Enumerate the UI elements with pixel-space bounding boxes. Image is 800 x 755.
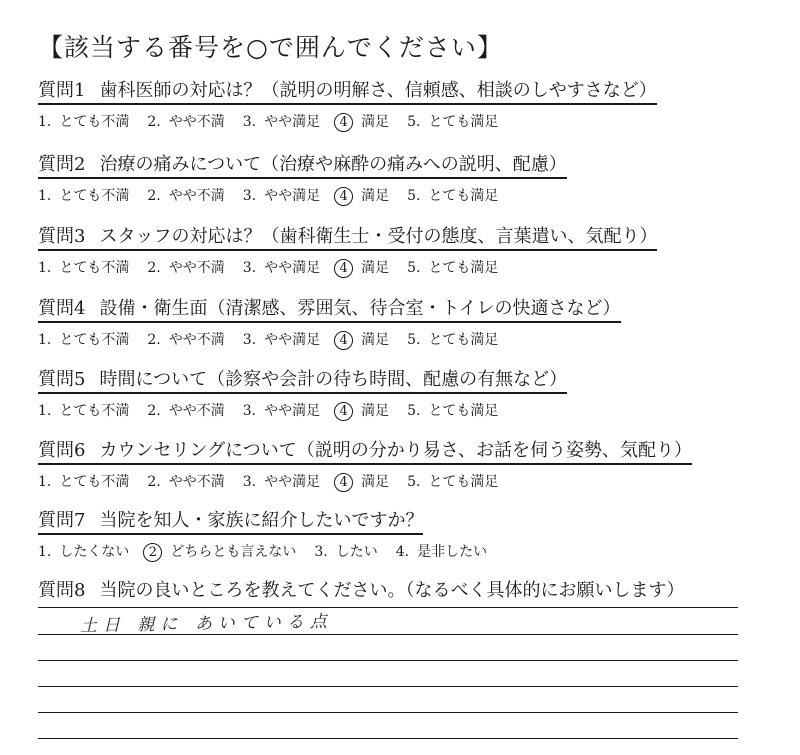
option[interactable] xyxy=(147,111,224,132)
option-number: 5. xyxy=(407,114,421,130)
option-number: 3. xyxy=(242,188,257,204)
option-number: 2. xyxy=(147,474,161,490)
option-number: 3. xyxy=(242,114,257,130)
option-label: やや不満 xyxy=(168,474,225,490)
question-8 xyxy=(38,576,684,602)
answer-options xyxy=(38,111,657,132)
option-number: 3. xyxy=(242,260,257,276)
question-number: 質問1 xyxy=(38,80,86,101)
question-text: 時間について（診察や会計の待ち時間、配慮の有無など） xyxy=(99,369,568,390)
option-label: とても不満 xyxy=(59,188,130,204)
option-number: 3. xyxy=(314,544,328,560)
option-number: 3. xyxy=(242,332,257,348)
option-label: 満足 xyxy=(361,188,390,204)
question-text: 治療の痛みについて（治療や麻酔の痛みへの説明、配慮） xyxy=(99,154,567,175)
question-title xyxy=(38,506,423,535)
option-label: やや満足 xyxy=(264,188,321,204)
option[interactable] xyxy=(147,400,224,421)
option[interactable] xyxy=(147,471,224,492)
option[interactable] xyxy=(243,329,320,350)
handwritten-answer: 土日 親に あいている点 xyxy=(79,611,334,637)
option-label: したくない xyxy=(59,544,130,560)
question-number: 質問4 xyxy=(38,298,86,319)
option-selected[interactable] xyxy=(147,541,296,562)
option-number: 3. xyxy=(242,474,257,490)
answer-line xyxy=(38,738,738,739)
option-label: とても不満 xyxy=(59,474,130,490)
option-label: とても不満 xyxy=(59,332,130,348)
answer-options xyxy=(38,400,567,421)
question-text: カウンセリングについて（説明の分かり易さ、お話を伺う姿勢、気配り） xyxy=(99,440,693,461)
question-title xyxy=(38,76,657,105)
option-number: 5. xyxy=(407,332,421,348)
option-number: 2. xyxy=(147,403,161,419)
option-selected[interactable] xyxy=(338,111,389,132)
option[interactable] xyxy=(314,541,377,562)
option-number: 2. xyxy=(147,114,161,130)
option[interactable] xyxy=(38,541,129,562)
option-number: 1. xyxy=(38,403,52,419)
answer-options xyxy=(38,471,692,492)
option-label: やや満足 xyxy=(264,403,321,419)
circled-number: 4 xyxy=(334,187,353,206)
circled-number: 4 xyxy=(334,113,353,132)
question-title xyxy=(38,365,567,394)
option-number: 1. xyxy=(38,114,52,130)
question-5 xyxy=(38,365,567,421)
option[interactable] xyxy=(38,185,129,206)
option-number: 2. xyxy=(147,188,161,204)
question-number: 質問3 xyxy=(38,226,86,247)
instruction-header: 【該当する番号を○で囲んでください】 xyxy=(38,33,503,62)
question-title xyxy=(38,222,657,251)
question-number: 質問6 xyxy=(38,440,86,461)
option-selected[interactable] xyxy=(338,471,389,492)
option-label: とても不満 xyxy=(59,114,130,130)
option-number: 1. xyxy=(38,188,52,204)
question-2 xyxy=(38,150,567,206)
option-number: 5. xyxy=(407,260,421,276)
answer-options xyxy=(38,257,657,278)
option[interactable] xyxy=(407,400,498,421)
circled-number: 4 xyxy=(334,259,353,278)
answer-options xyxy=(38,541,505,562)
option-number: 2. xyxy=(147,260,161,276)
question-text: スタッフの対応は？（歯科衛生士・受付の態度、言葉遣い、気配り） xyxy=(99,226,658,247)
option-label: やや不満 xyxy=(168,332,225,348)
option-number: 1. xyxy=(38,260,52,276)
option-label: 是非したい xyxy=(417,544,488,560)
option-number: 1. xyxy=(38,332,52,348)
option-number: 5. xyxy=(407,188,421,204)
option-selected[interactable] xyxy=(338,257,389,278)
option-label: どちらとも言えない xyxy=(170,544,297,560)
option[interactable] xyxy=(243,257,320,278)
option-label: やや満足 xyxy=(264,332,321,348)
option-label: したい xyxy=(335,544,378,560)
option-label: とても満足 xyxy=(428,114,499,130)
option-label: 満足 xyxy=(361,474,390,490)
option[interactable] xyxy=(396,541,487,562)
option[interactable] xyxy=(407,185,498,206)
option-label: とても満足 xyxy=(428,260,499,276)
option-label: やや不満 xyxy=(168,260,225,276)
option-number: 3. xyxy=(242,403,257,419)
question-3 xyxy=(38,222,657,278)
question-number: 質問2 xyxy=(38,154,86,175)
option-label: やや不満 xyxy=(168,403,225,419)
option-label: 満足 xyxy=(361,260,390,276)
question-number: 質問8 xyxy=(38,580,86,601)
option-label: 満足 xyxy=(361,114,390,130)
option-label: とても不満 xyxy=(59,403,130,419)
circled-number: 4 xyxy=(334,402,353,421)
option[interactable] xyxy=(38,400,129,421)
option-number: 5. xyxy=(407,474,421,490)
circled-number: 4 xyxy=(334,331,353,350)
option-label: とても満足 xyxy=(428,188,499,204)
option[interactable] xyxy=(38,329,129,350)
question-1 xyxy=(38,76,657,132)
option[interactable] xyxy=(147,257,224,278)
option-label: やや満足 xyxy=(264,474,321,490)
option[interactable] xyxy=(243,471,320,492)
circled-number: 4 xyxy=(334,473,353,492)
question-text: 設備・衛生面（清潔感、雰囲気、待合室・トイレの快適さなど） xyxy=(99,298,621,319)
option-number: 1. xyxy=(38,474,52,490)
option[interactable] xyxy=(147,329,224,350)
question-text: 当院を知人・家族に紹介したいですか？ xyxy=(99,510,424,531)
option-label: やや不満 xyxy=(168,114,225,130)
option-selected[interactable] xyxy=(338,329,389,350)
answer-options xyxy=(38,329,621,350)
option-label: やや満足 xyxy=(264,114,321,130)
option[interactable] xyxy=(38,111,129,132)
option-label: やや不満 xyxy=(168,188,225,204)
option-number: 2. xyxy=(147,332,161,348)
option[interactable] xyxy=(243,400,320,421)
option-selected[interactable] xyxy=(338,400,389,421)
option[interactable] xyxy=(243,111,320,132)
answer-line xyxy=(38,660,738,661)
option[interactable] xyxy=(407,471,498,492)
option-label: とても不満 xyxy=(59,260,130,276)
option[interactable] xyxy=(407,329,498,350)
question-number: 質問5 xyxy=(38,369,86,390)
option[interactable] xyxy=(407,111,498,132)
option-label: 満足 xyxy=(361,332,390,348)
question-title xyxy=(38,436,692,465)
question-number: 質問7 xyxy=(38,510,86,531)
circled-number: 2 xyxy=(143,543,162,562)
question-6 xyxy=(38,436,692,492)
option-number: 4. xyxy=(395,544,410,560)
option-selected[interactable] xyxy=(338,185,389,206)
option[interactable] xyxy=(38,257,129,278)
question-title xyxy=(38,150,567,179)
question-text: 歯科医師の対応は？（説明の明解さ、信頼感、相談のしやすさなど） xyxy=(99,80,657,101)
option[interactable] xyxy=(407,257,498,278)
question-text: 当院の良いところを教えてください。（なるべく具体的にお願いします） xyxy=(99,580,685,601)
option[interactable] xyxy=(38,471,129,492)
answer-line xyxy=(38,686,738,687)
option[interactable] xyxy=(147,185,224,206)
answer-line xyxy=(38,607,738,608)
option[interactable] xyxy=(243,185,320,206)
option-number: 5. xyxy=(407,403,421,419)
option-label: 満足 xyxy=(361,403,390,419)
answer-options xyxy=(38,185,567,206)
question-7 xyxy=(38,506,505,562)
option-label: とても満足 xyxy=(428,474,499,490)
option-number: 1. xyxy=(38,544,52,560)
option-label: とても満足 xyxy=(428,332,499,348)
answer-line xyxy=(38,712,738,713)
option-label: やや満足 xyxy=(264,260,321,276)
question-4 xyxy=(38,294,621,350)
option-label: とても満足 xyxy=(428,403,499,419)
question-title xyxy=(38,294,621,323)
